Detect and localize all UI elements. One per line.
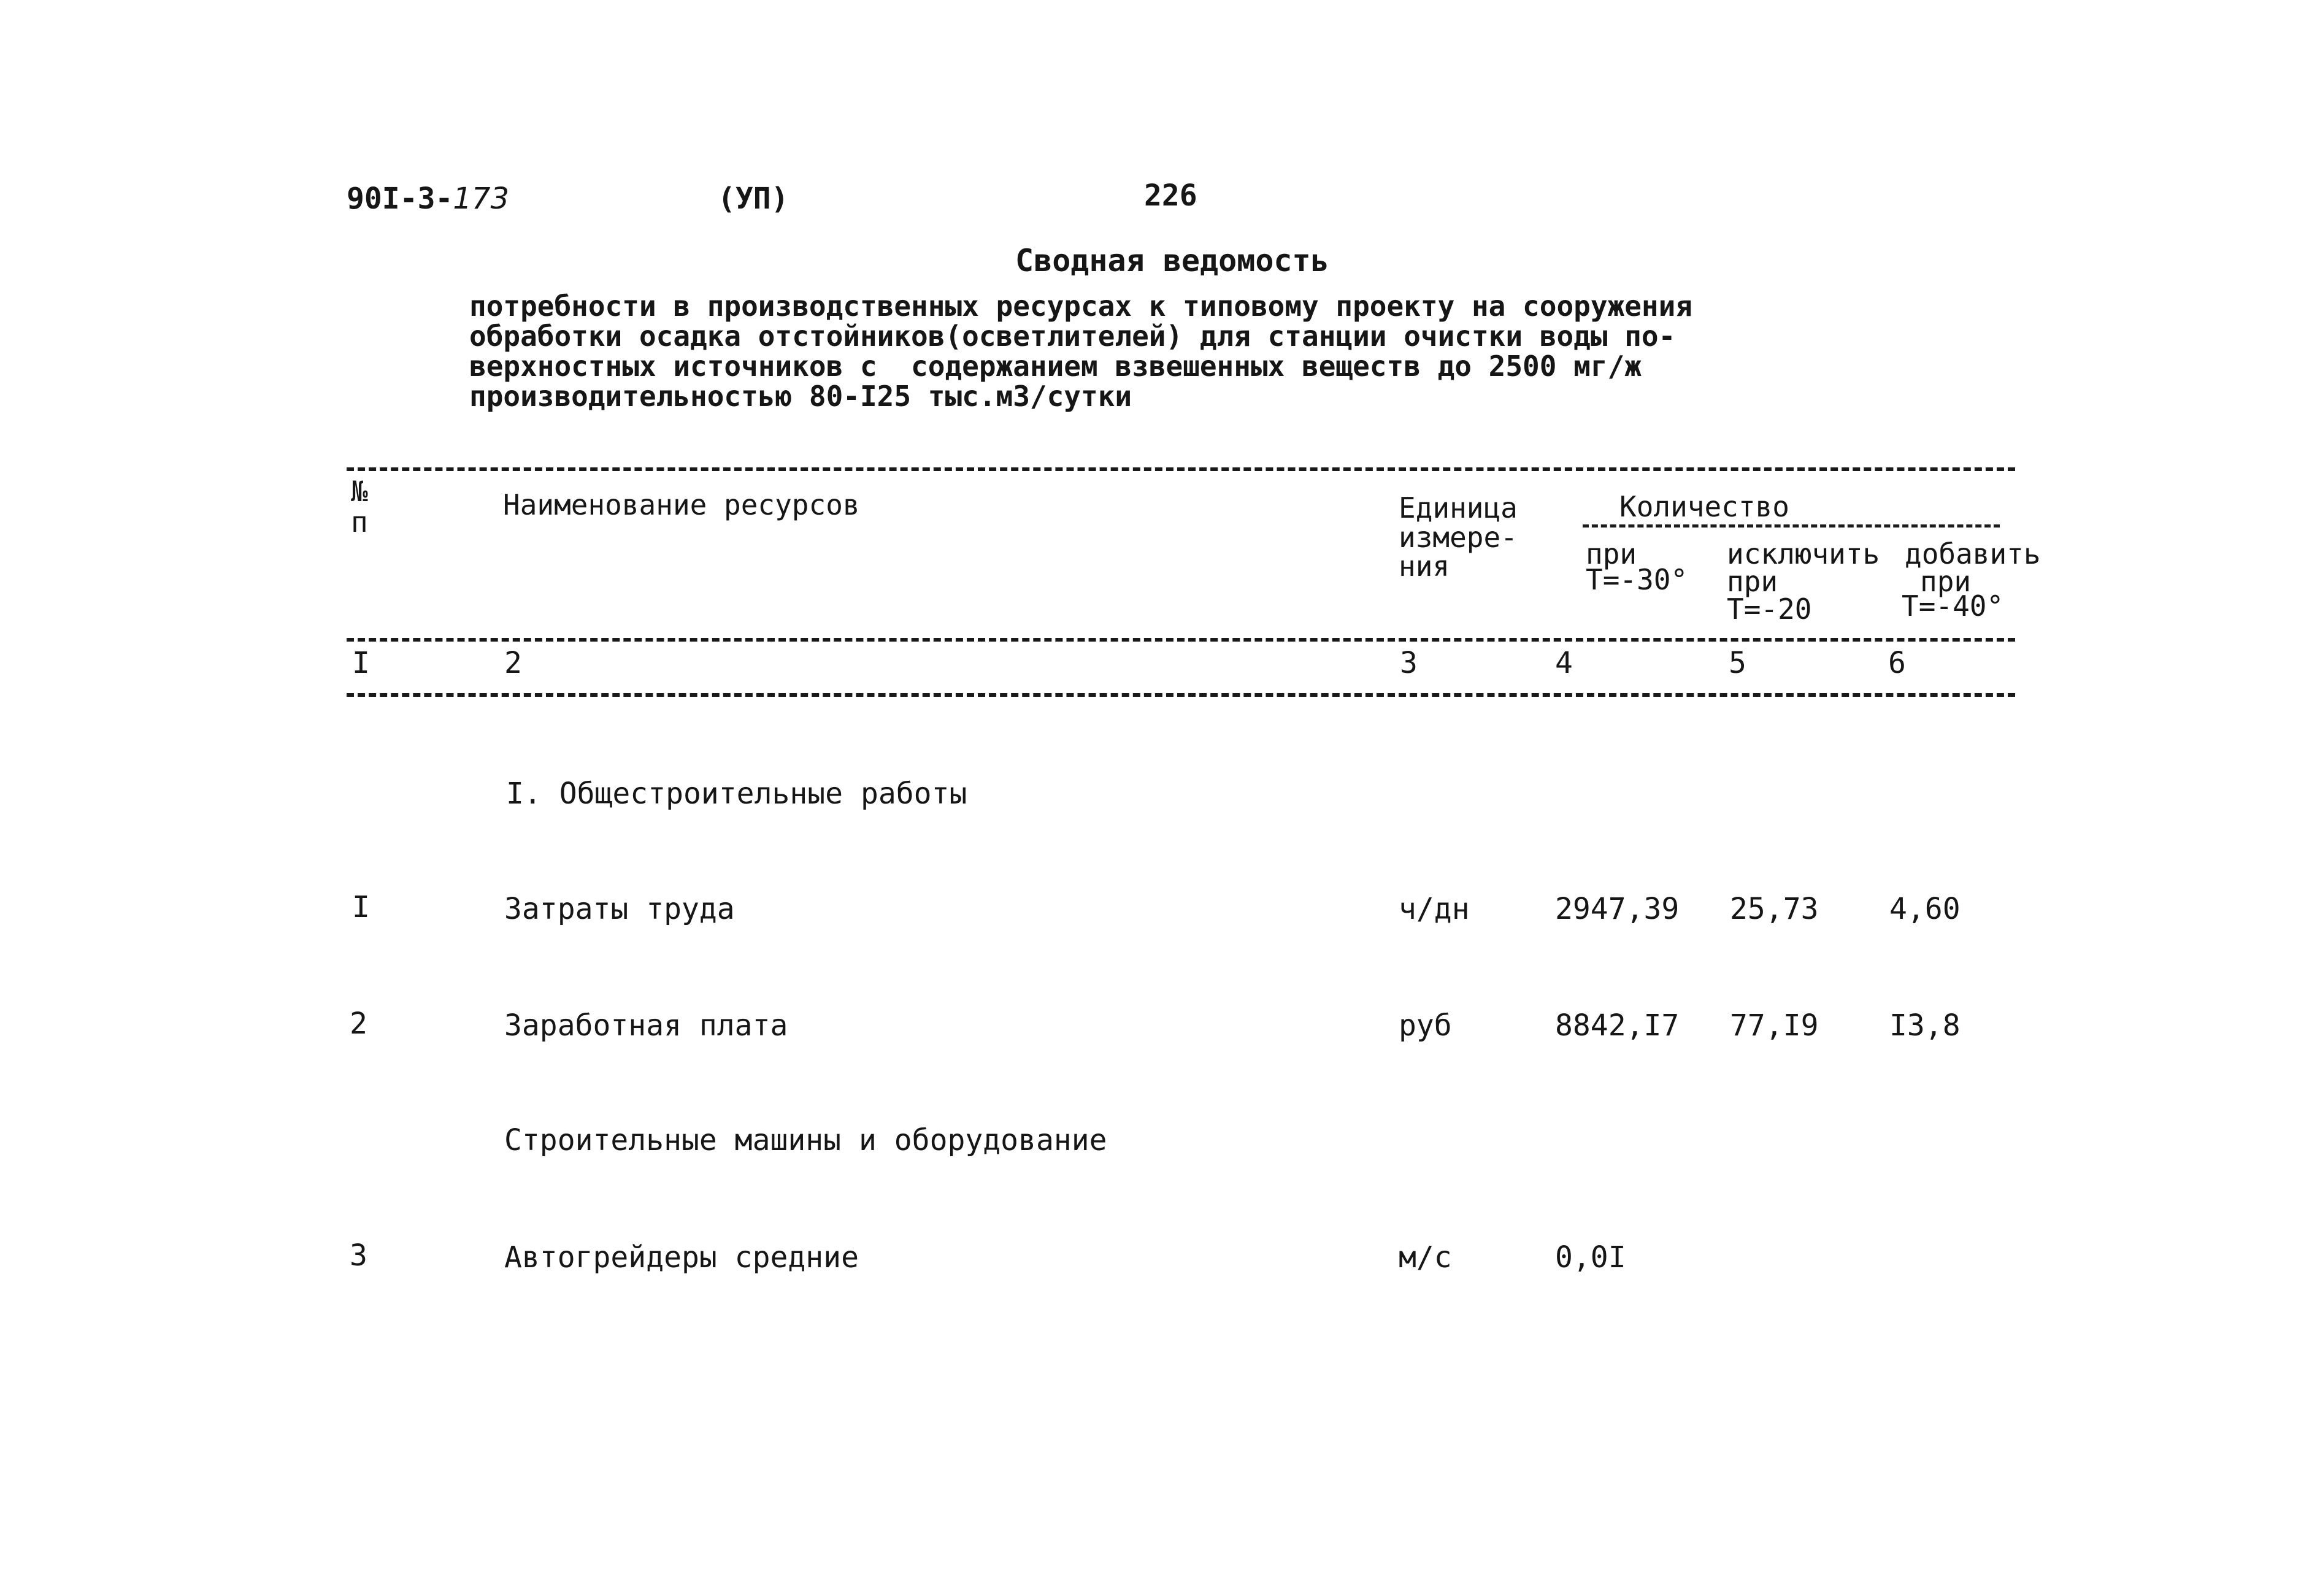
document-code xyxy=(347,182,510,216)
subtitle-line-1: потребности в производственных ресурсах к типовому проекту на сооружения xyxy=(469,290,1692,323)
column-number-3: 3 xyxy=(1400,646,1418,680)
header-col6-line3: Т=-40° xyxy=(1902,589,2004,623)
document-code-prefix: 90I-3- xyxy=(347,182,453,216)
row-3-qty-t30: 0,0I xyxy=(1555,1240,1626,1275)
table-top-rule xyxy=(347,467,2015,471)
row-2-qty-t30: 8842,I7 xyxy=(1555,1008,1680,1043)
header-unit-line2: измере- xyxy=(1399,521,1518,554)
row-2-qty-exclude: 77,I9 xyxy=(1730,1008,1819,1043)
header-col6-line1: добавить xyxy=(1905,537,2041,570)
header-col4-line2: Т=-30° xyxy=(1586,563,1688,596)
header-resource-name: Наименование ресурсов xyxy=(503,488,860,521)
column-numbers-rule xyxy=(347,693,2015,697)
header-unit-line1: Единица xyxy=(1399,491,1518,524)
document-stage: (УП) xyxy=(718,182,789,216)
section-heading-construction-machines: Строительные машины и оборудование xyxy=(504,1123,1107,1157)
row-1-number: I xyxy=(352,890,370,924)
header-number-line2: п xyxy=(351,505,368,539)
header-unit-line3: ния xyxy=(1399,550,1450,583)
row-1-qty-add: 4,60 xyxy=(1889,892,1961,926)
document-title: Сводная ведомость xyxy=(1015,243,1329,278)
column-number-6: 6 xyxy=(1888,646,1906,680)
row-1-unit: ч/дн xyxy=(1399,892,1470,926)
header-col5-line3: Т=-20 xyxy=(1727,593,1812,626)
quantity-underline xyxy=(1583,524,2000,528)
column-number-2: 2 xyxy=(504,646,522,680)
row-3-number: 3 xyxy=(350,1238,367,1273)
row-3-name: Автогрейдеры средние xyxy=(504,1240,859,1275)
row-2-number: 2 xyxy=(350,1007,367,1041)
header-bottom-rule xyxy=(347,638,2015,642)
column-number-1: I xyxy=(352,646,370,680)
row-1-qty-t30: 2947,39 xyxy=(1555,892,1680,926)
row-1-name: Затраты труда xyxy=(504,892,735,926)
header-col5-line1: исключить xyxy=(1727,537,1880,570)
document-code-number: 173 xyxy=(453,182,510,216)
subtitle-line-3: верхностных источников с содержанием взвешенных веществ до 2500 мг/ж xyxy=(469,350,1642,383)
header-col5-line2: при xyxy=(1727,565,1778,598)
column-number-5: 5 xyxy=(1729,646,1746,680)
page-number: 226 xyxy=(1144,178,1197,213)
column-number-4: 4 xyxy=(1555,646,1573,680)
header-col4-line1: при xyxy=(1586,537,1637,570)
header-quantity: Количество xyxy=(1619,490,1789,523)
header-col6-line2: при xyxy=(1920,565,1972,598)
subtitle-line-2: обработки осадка отстойников(осветлителей) для станции очистки воды по- xyxy=(469,320,1676,353)
row-3-unit: м/с xyxy=(1399,1240,1452,1275)
row-2-qty-add: I3,8 xyxy=(1889,1008,1961,1043)
row-2-name: Заработная плата xyxy=(504,1008,788,1043)
section-heading-general-construction: I. Общестроительные работы xyxy=(506,777,967,811)
subtitle-line-4: производительностью 80-I25 тыс.м3/сутки xyxy=(469,380,1132,413)
row-1-qty-exclude: 25,73 xyxy=(1730,892,1819,926)
row-2-unit: руб xyxy=(1399,1008,1452,1043)
header-number-line1: № xyxy=(351,475,368,508)
